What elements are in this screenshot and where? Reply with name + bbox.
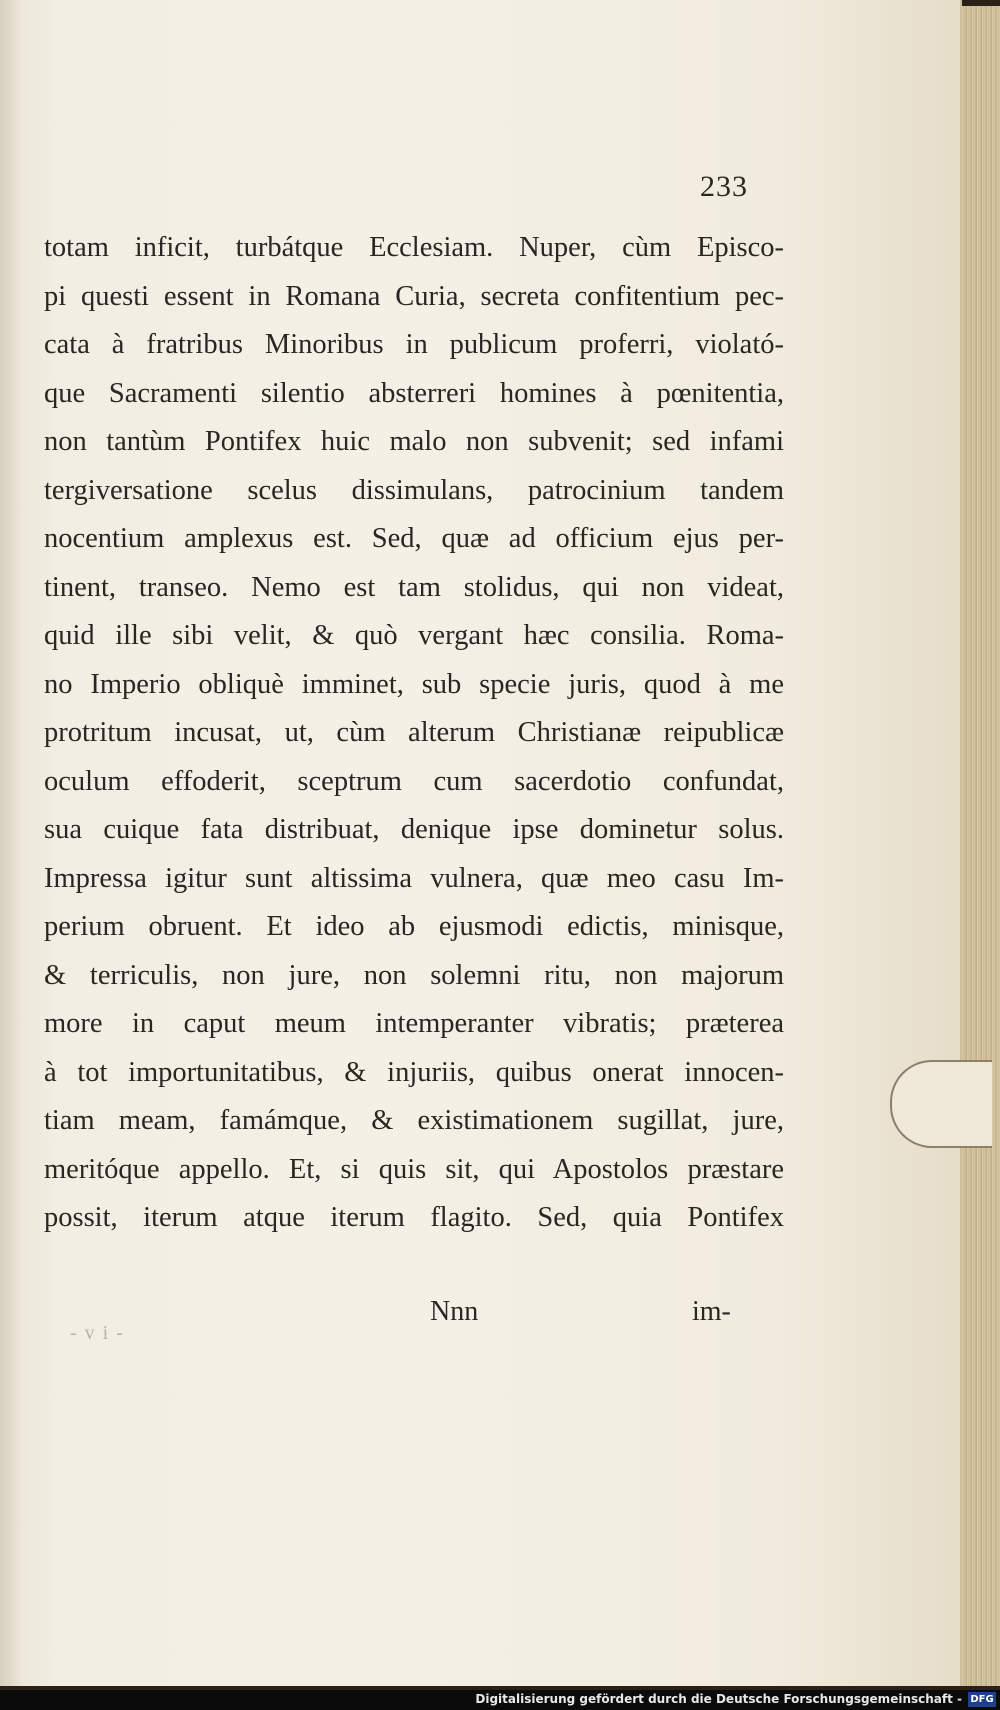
page-gutter-shadow (0, 0, 22, 1686)
text-line: sua cuique fata distribuat, denique ipse dominetur solus. (44, 814, 784, 845)
text-line: tinent, transeo. Nemo est tam stolidus, qui non videat, (44, 571, 784, 603)
text-line: Impressa igitur sunt altissima vulnera, quæ meo casu Im- (44, 862, 784, 894)
text-line: nocentium amplexus est. Sed, quæ ad officium ejus per- (44, 523, 784, 554)
text-line: oculum effoderit, sceptrum cum sacerdotio confundat, (44, 765, 784, 797)
credit-bar (0, 1690, 1000, 1710)
text-line: & terriculis, non jure, non solemni ritu, non majorum (44, 959, 784, 991)
digitization-credit: Digitalisierung gefördert durch die Deutsche Forschungsgemeinschaft - (475, 1692, 962, 1706)
page-number: 233 (700, 170, 748, 203)
text-line: cata à fratribus Minoribus in publicum proferri, violató- (44, 329, 784, 360)
text-line: perium obruent. Et ideo ab ejusmodi edictis, minisque, (44, 911, 784, 942)
text-line: quid ille sibi velit, & quò vergant hæc consilia. Roma- (44, 620, 784, 651)
text-line: possit, iterum atque iterum flagito. Sed, quia Pontifex (44, 1202, 784, 1233)
signature-mark: Nnn (430, 1296, 479, 1327)
text-line: more in caput meum intemperanter vibratis; præterea (44, 1008, 784, 1039)
body-text (44, 224, 784, 1243)
text-line: tergiversatione scelus dissimulans, patrocinium tandem (44, 474, 784, 506)
text-line: à tot importunitatibus, & injuriis, quibus onerat innocen- (44, 1056, 784, 1088)
page-marker-tab (890, 1060, 992, 1148)
text-line: protritum incusat, ut, cùm alterum Christianæ reipublicæ (44, 717, 784, 748)
bleed-through-text: -vi- (70, 1322, 131, 1344)
text-line: que Sacramenti silentio absterreri homines à pœnitentia, (44, 377, 784, 409)
catchword: im- (692, 1296, 731, 1327)
text-line: pi questi essent in Romana Curia, secreta confitentium pec- (44, 280, 784, 312)
text-line: no Imperio obliquè imminet, sub specie juris, quod à me (44, 668, 784, 700)
text-line: meritóque appello. Et, si quis sit, qui Apostolos præstare (44, 1153, 784, 1185)
text-line: tiam meam, famámque, & existimationem sugillat, jure, (44, 1105, 784, 1136)
text-line: non tantùm Pontifex huic malo non subvenit; sed infami (44, 426, 784, 457)
dfg-logo: DFG (968, 1692, 996, 1707)
text-line: totam inficit, turbátque Ecclesiam. Nuper, cùm Episco- (44, 232, 784, 263)
book-page-edges (958, 6, 1000, 1686)
